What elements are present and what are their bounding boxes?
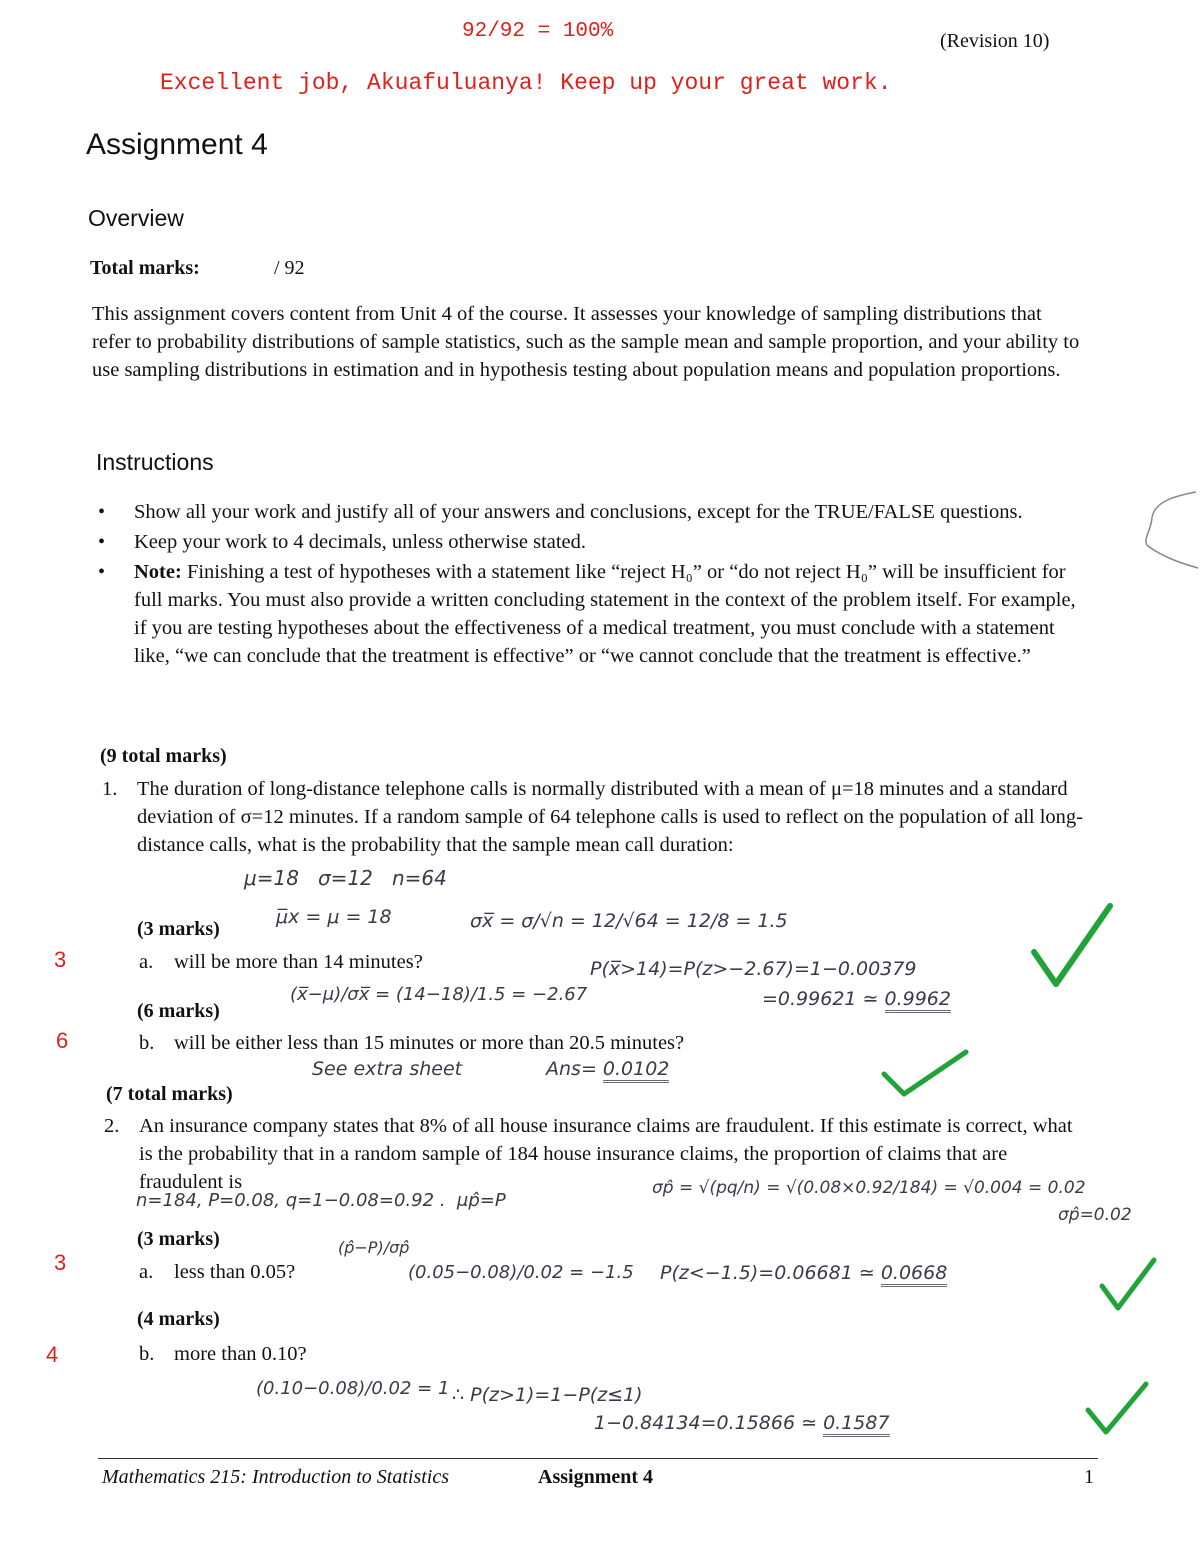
q1b-answer-prefix: Ans= — [546, 1058, 597, 1080]
q1b-answer-handwritten — [546, 1058, 669, 1080]
instruction-note — [96, 558, 1086, 670]
q1a-sd-handwritten: σx̅ = σ/√n = 12/√64 = 12/8 = 1.5 — [470, 910, 788, 932]
q1b-see-handwritten: See extra sheet — [312, 1058, 463, 1080]
q2-text: An insurance company states that 8% of all house insurance claims are fraudulent. If this estimate is correct, what is the probability that in a random sample of 184 house insurance claims, the proportion of claims that are fraudulent is — [139, 1115, 1073, 1193]
q2b-answer-handwritten — [594, 1412, 890, 1434]
page-title: Assignment 4 — [86, 128, 268, 161]
q2b-calc: 1−0.84134=0.15866 ≃ — [594, 1412, 818, 1434]
q2a-text: less than 0.05? — [174, 1261, 296, 1283]
overview-heading: Overview — [88, 205, 184, 231]
instruction-item: • Show all your work and justify all of your answers and conclusions, except for the TRUE/FALSE questions. — [96, 498, 1086, 526]
overview-description: This assignment covers content from Unit 4 of the course. It assesses your knowledge of sampling distributions that refer to probability distributions of sample statistics, such as the sample mean and sample proportion, and your ability to use sampling distributions in estimation and in hypothesis testing about population means and population proportions. — [92, 303, 1080, 381]
q2b-label: b. — [139, 1343, 155, 1365]
q2a-grade: 3 — [54, 1250, 67, 1275]
q2a-answer: 0.0668 — [881, 1262, 947, 1287]
q1a-answer: 0.9962 — [885, 988, 951, 1013]
q1b-marks: (6 marks) — [137, 1000, 220, 1022]
q1-given-handwritten: μ=18 σ=12 n=64 — [244, 866, 447, 890]
q2-number: 2. — [104, 1115, 120, 1137]
total-marks-value: / 92 — [274, 257, 305, 279]
q1-total-marks: (9 total marks) — [100, 745, 227, 767]
q2-total-marks: (7 total marks) — [106, 1083, 233, 1105]
q2a-marks: (3 marks) — [137, 1228, 220, 1250]
total-marks — [90, 257, 305, 280]
q1a-check-icon — [1030, 900, 1115, 990]
q2a-formula-handwritten: (p̂−P)/σp̂ — [338, 1238, 410, 1257]
q1b-grade: 6 — [56, 1028, 69, 1053]
q1-number: 1. — [102, 778, 118, 800]
instruction-item: • Keep your work to 4 decimals, unless otherwise stated. — [96, 528, 1086, 556]
q2a-answer-handwritten — [660, 1262, 947, 1284]
note-text: Finishing a test of hypotheses with a statement like “reject H₀” or “do not reject H₀” will be insufficient for full marks. You must also provide a written concluding statement in the context of the problem itself. For example, if you are testing hypotheses about the effectiveness of a medical treatment, you must conclude with a statement like, “we can conclude that the treatment is effective” or “we cannot conclude that the treatment is effective.” — [134, 561, 1076, 667]
total-marks-label: Total marks: — [90, 257, 200, 279]
q2-given-handwritten: n=184, P=0.08, q=1−0.08=0.92 . μp̂=P — [136, 1190, 506, 1211]
footer-assignment: Assignment 4 — [538, 1466, 654, 1488]
q1b-answer: 0.0102 — [603, 1058, 669, 1083]
feedback-comment: Excellent job, Akuafuluanya! Keep up your great work. — [160, 70, 892, 96]
q2b-grade: 4 — [46, 1342, 59, 1367]
instructions-list — [96, 498, 1086, 672]
q1a-z-handwritten: (x̅−μ)/σx̅ = (14−18)/1.5 = −2.67 — [290, 984, 588, 1005]
q2a-check-icon — [1098, 1256, 1158, 1312]
instructions-heading: Instructions — [96, 449, 214, 475]
revision-label: (Revision 10) — [940, 30, 1050, 52]
footer-course: Mathematics 215: Introduction to Statistics — [102, 1466, 450, 1488]
q1b-text: will be either less than 15 minutes or more than 20.5 minutes? — [174, 1032, 685, 1054]
q1a-label: a. — [139, 951, 154, 973]
q2b-check-icon — [1084, 1380, 1150, 1436]
q2a-label: a. — [139, 1261, 154, 1283]
q1a-marks: (3 marks) — [137, 918, 220, 940]
q1b-check-icon — [880, 1048, 970, 1100]
q2b-marks: (4 marks) — [137, 1308, 220, 1330]
q1a-grade: 3 — [54, 947, 67, 972]
q1a-text: will be more than 14 minutes? — [174, 951, 423, 973]
footer-divider — [98, 1458, 1098, 1459]
q2b-answer: 0.1587 — [823, 1412, 889, 1437]
q1b-label: b. — [139, 1032, 155, 1054]
footer-page-number: 1 — [1084, 1466, 1094, 1488]
q2a-z-handwritten: (0.05−0.08)/0.02 = −1.5 — [408, 1262, 634, 1283]
q1a-answer-handwritten — [762, 988, 951, 1010]
note-label: Note: — [134, 561, 182, 583]
q2b-p-handwritten: ∴ P(z>1)=1−P(z≤1) — [452, 1384, 643, 1406]
q2b-z-handwritten: (0.10−0.08)/0.02 = 1 — [256, 1378, 450, 1399]
q1a-mean-handwritten: μ̅x = μ = 18 — [276, 906, 392, 928]
q2-sd-handwritten: σp̂ = √(pq/n) = √(0.08×0.92/184) = √0.004 = 0.02 — [652, 1178, 1086, 1198]
q1a-p-handwritten: P(x̅>14)=P(z>−2.67)=1−0.00379 — [590, 958, 917, 980]
score-feedback: 92/92 = 100% — [462, 20, 614, 43]
q2a-p: P(z<−1.5)=0.06681 ≃ — [660, 1262, 875, 1284]
q2-sd-result-handwritten: σp̂=0.02 — [1058, 1205, 1132, 1225]
q1a-answer-prefix: =0.99621 ≃ — [762, 988, 879, 1010]
scan-fold-mark — [1134, 488, 1200, 578]
q1-text: The duration of long-distance telephone calls is normally distributed with a mean of μ=18 minutes and a standard deviation of σ=12 minutes. If a random sample of 64 telephone calls is used to reflect on the population of all long-distance calls, what is the probability that the sample mean call duration: — [137, 778, 1084, 856]
q2b-text: more than 0.10? — [174, 1343, 307, 1365]
